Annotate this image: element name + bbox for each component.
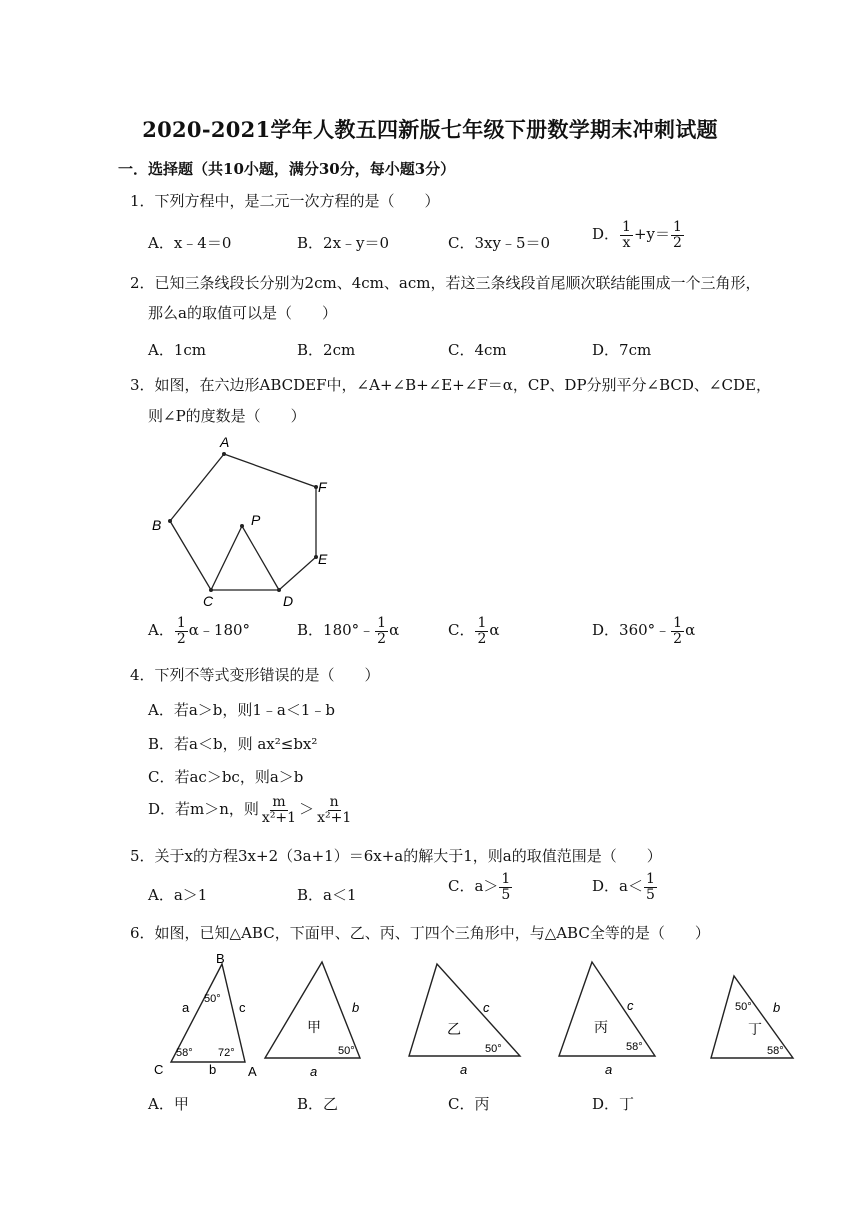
- q1-stem: 1．下列方程中，是二元一次方程的是（ ）: [130, 192, 440, 210]
- q3-stem-line2: 则∠P的度数是（ ）: [148, 407, 306, 425]
- triangle-jia-angle: 50°: [338, 1045, 355, 1057]
- triangles-figure: [145, 950, 800, 1082]
- q5-stem: 5．关于x的方程3x+2（3a+1）＝6x+a的解大于1，则a的取值范围是（ ）: [130, 847, 662, 865]
- hexagon-figure: [148, 430, 338, 612]
- triangle-jia-side-b: b: [352, 1000, 360, 1015]
- q3-option-a: A． $\frac{1}{2}$ α﹣180°: [148, 615, 251, 647]
- q6-option-d: D．丁: [592, 1095, 635, 1113]
- label-a: A: [248, 1064, 257, 1079]
- q4-d-frac-2: $\frac{n}{\text{x²+1}}$: [317, 794, 352, 826]
- label-b: B: [216, 951, 225, 966]
- q4-option-d: D．若m＞n，则 $\frac{m}{\text{x²+1}}$ ＞ $\frac{n}{\text{x²+1}}$: [148, 794, 352, 826]
- triangle-bing-angle: 58°: [626, 1041, 643, 1053]
- side-label-c: c: [239, 1000, 246, 1015]
- vertex-label-c: C: [203, 593, 214, 609]
- triangle-jia: [265, 962, 360, 1058]
- triangle-yi-side-c: c: [483, 1000, 490, 1015]
- vertex-label-a: A: [220, 434, 230, 450]
- vertex-label-f: F: [318, 479, 327, 495]
- q6-option-c: C．丙: [448, 1095, 490, 1113]
- section-heading: 一．选择题（共10小题，满分30分，每小题3分）: [118, 160, 456, 178]
- q1-d-frac-2: $\frac{1}{2}$: [673, 219, 682, 251]
- q4-stem: 4．下列不等式变形错误的是（ ）: [130, 666, 380, 684]
- hexagon-outline: [170, 454, 316, 590]
- triangle-yi-name: 乙: [447, 1021, 461, 1037]
- triangle-bing-side-c: c: [627, 998, 634, 1013]
- triangle-ding-name: 丁: [748, 1021, 762, 1037]
- q4-d-frac-1: $\frac{m}{\text{x²+1}}$: [261, 794, 297, 826]
- q2-option-b: B．2cm: [297, 341, 356, 359]
- triangle-ding-angle-right: 58°: [767, 1045, 784, 1057]
- triangle-bing-name: 丙: [594, 1019, 608, 1035]
- q2-stem-line1: 2．已知三条线段长分别为2cm、4cm、acm，若这三条线段首尾顺次联结能围成一个三角形，: [130, 274, 761, 292]
- triangle-yi: [409, 964, 520, 1056]
- q3-option-b: B．180°﹣ $\frac{1}{2}$ α: [297, 615, 400, 647]
- vertex-label-d: D: [283, 593, 294, 609]
- triangle-jia-side-a: a: [310, 1064, 318, 1079]
- triangle-yi-angle: 50°: [485, 1043, 502, 1055]
- triangle-ding-side-b: b: [773, 1000, 781, 1015]
- q1-option-c: C．3xy﹣5＝0: [448, 234, 551, 252]
- q5-option-d: D．a＜ $\frac{1}{5}$: [592, 871, 655, 903]
- bisector-lines: [211, 526, 279, 590]
- q5-option-b: B．a＜1: [297, 886, 357, 904]
- side-label-b: b: [209, 1062, 217, 1077]
- side-label-a: a: [182, 1000, 190, 1015]
- q2-option-d: D．7cm: [592, 341, 652, 359]
- q3-stem-line1: 3．如图，在六边形ABCDEF中，∠A+∠B+∠E+∠F＝α，CP、DP分别平分∠BCD、∠CDE，: [130, 376, 771, 394]
- q2-stem-line2: 那么a的取值可以是（ ）: [148, 304, 337, 322]
- triangle-yi-side-a: a: [460, 1062, 468, 1077]
- q5-option-a: A．a＞1: [148, 886, 208, 904]
- q1-option-a: A．x﹣4＝0: [148, 234, 232, 252]
- q2-option-c: C．4cm: [448, 341, 507, 359]
- q4-option-c: C．若ac＞bc，则a＞b: [148, 768, 304, 786]
- triangle-jia-name: 甲: [307, 1019, 321, 1035]
- q4-option-a: A．若a＞b，则1﹣a＜1﹣b: [148, 701, 336, 719]
- q1-option-d: D． $\frac{1}{x}$ +y＝ $\frac{1}{2}$: [592, 219, 682, 251]
- q6-option-b: B．乙: [297, 1095, 339, 1113]
- q3-option-d: D．360°﹣ $\frac{1}{2}$ α: [592, 615, 696, 647]
- label-c: C: [154, 1062, 164, 1077]
- q2-option-a: A．1cm: [148, 341, 207, 359]
- q4-option-b: B．若a＜b，则 ax²≤bx²: [148, 735, 318, 753]
- triangle-bing-side-a: a: [605, 1062, 613, 1077]
- angle-b-label: 50°: [204, 993, 221, 1005]
- vertex-label-e: E: [318, 551, 328, 567]
- page-title: 2020-2021学年人教五四新版七年级下册数学期末冲刺试题: [142, 117, 718, 142]
- q5-option-c: C．a＞ $\frac{1}{5}$: [448, 871, 511, 903]
- q1-option-b: B．2x﹣y＝0: [297, 234, 390, 252]
- q6-option-a: A．甲: [148, 1095, 189, 1113]
- q1-d-frac-1: $\frac{1}{x}$: [622, 219, 631, 251]
- triangle-ding-angle-top: 50°: [735, 1001, 752, 1013]
- q3-option-c: C． $\frac{1}{2}$ α: [448, 615, 500, 647]
- q6-stem: 6．如图，已知△ABC，下面甲、乙、丙、丁四个三角形中，与△ABC全等的是（ ）: [130, 924, 710, 942]
- angle-c-label: 58°: [176, 1047, 193, 1059]
- vertex-label-p: P: [251, 512, 261, 528]
- angle-a-label: 72°: [218, 1047, 235, 1059]
- vertex-label-b: B: [152, 517, 162, 533]
